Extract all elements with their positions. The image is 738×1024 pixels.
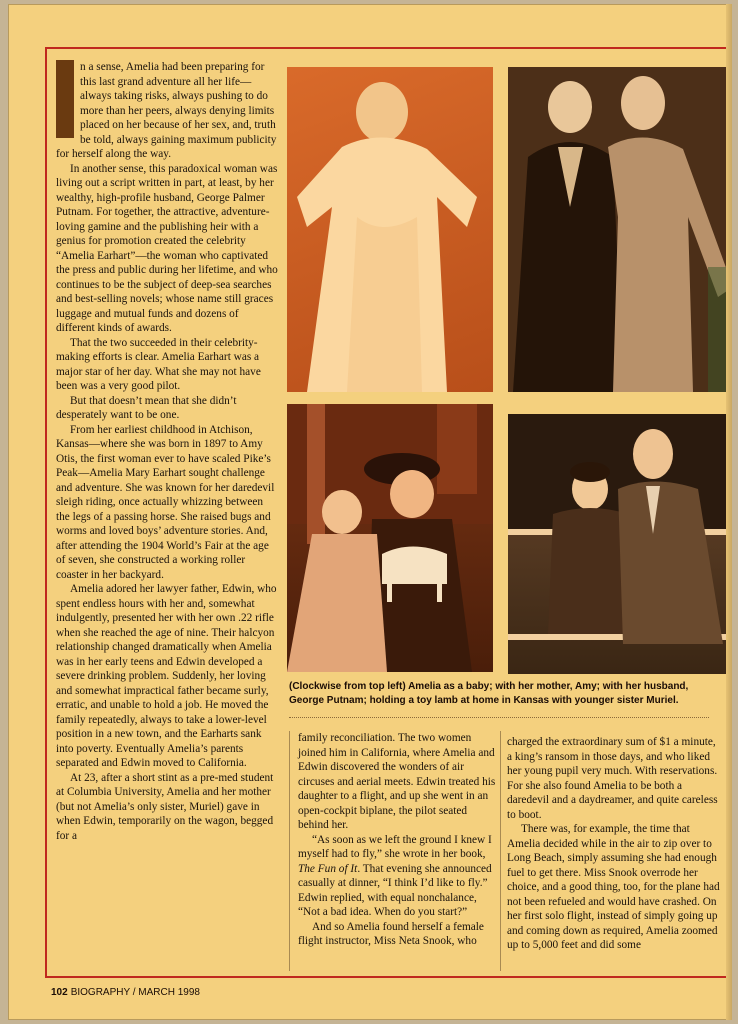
article-paragraph: There was, for example, the time that Amelia decided while in the air to zip over to Long Beach, simply assuming she had enough fuel to get there. Miss Snook overrode her choice, and a good thing, too, for the plane had not been refueled and would have crashed. On her first solo flight, instead of simply going up and coming down as required, Amelia zoomed up to 5,000 feet and did some [507, 823, 720, 951]
paragraph-text: . That evening she announced casually at dinner, “I think I’d like to fly.” Edwin replied, with equal nonchalance, “Not a bad idea. When do you start?” [298, 862, 492, 918]
caption-divider [289, 717, 709, 718]
book-title: The Fun of It [298, 862, 358, 875]
paragraph-text: n a sense, Amelia had been preparing for this last grand adventure all her life—always taking risks, always pushing to do more than her peers, always denying limits placed on her because of her sex, and, truth be told, always gaining maximum publicity for herself along the way. [56, 61, 277, 160]
photo-with-mother-art [508, 67, 732, 392]
article-paragraph: charged the extraordinary sum of $1 a minute, a king’s ransom in those days, and who liked her young pupil very much. With reservations. For she also found Amelia to be both a daredevil and a daydreamer, and quite careless to boot. [507, 736, 718, 821]
article-paragraph [56, 60, 278, 162]
photo-caption: (Clockwise from top left) Amelia as a baby; with her mother, Amy; with her husband, George Putnam; holding a toy lamb at home in Kansas with younger sister Muriel. [289, 681, 689, 706]
article-paragraph: In another sense, this paradoxical woman was living out a script written in part, at least, by her wealthy, high-profile husband, George Palmer Putnam. For together, the attractive, adventure-loving gamine and the publishing heir with a genius for promotion created the celebrity “Amelia Earhart”—the woman who captivated the press and public during her lifetime, and who continues to be the subject of deep-sea searches and best-selling novels; whose name still graces luggage and mutual funds and dozens of different kinds of awards. [56, 162, 278, 334]
article-paragraph: At 23, after a short stint as a pre-med student at Columbia University, Amelia and her mother (but not Amelia’s only sister, Muriel) gave in when Edwin, temporarily on the wagon, begged for a [56, 771, 274, 842]
article-paragraph: Amelia adored her lawyer father, Edwin, who spent endless hours with her and, somewhat indulgently, presented her with her own .22 rifle when she reached the age of nine. Their halcyon relationship changed dramatically when Amelia was in her early teens and Edwin developed a severe drinking problem. Suddenly, her loving and somewhat impractical father became surly, erratic, and unable to hold a job. He moved the family repeatedly, always to take a lower-level position in a new town, and the Earharts sank into poverty. Eventually Amelia’s parents separated and Edwin moved to California. [56, 583, 277, 769]
photo-with-husband-art [508, 414, 732, 674]
photo-with-husband [508, 414, 732, 674]
article-column-1 [56, 60, 278, 843]
column-divider [500, 731, 501, 971]
article-paragraph [298, 833, 498, 920]
photo-baby [287, 67, 493, 392]
photo-with-sister [287, 404, 493, 672]
article-paragraph: family reconciliation. The two women joined him in California, where Amelia and Edwin discovered the wonders of air circuses and aerial meets. Edwin treated his daughter to a flight, and up she went in an open-cockpit biplane, the pilot seated behind her. [298, 732, 496, 831]
bottom-red-rule [45, 976, 732, 978]
article-column-3 [507, 735, 721, 953]
photo-baby-art [287, 67, 493, 392]
article-paragraph: But that doesn’t mean that she didn’t desperately want to be one. [56, 394, 237, 421]
article-paragraph: That the two succeeded in their celebrity-making efforts is clear. Amelia Earhart was a major star of her day. What she may not have been was a very good pilot. [56, 336, 261, 392]
photo-with-sister-art [287, 404, 493, 672]
magazine-page [8, 4, 732, 1020]
left-red-rule [45, 47, 47, 978]
paragraph-text: “As soon as we left the ground I knew I myself had to fly,” she wrote in her book, [298, 833, 492, 860]
issue-label: BIOGRAPHY / MARCH 1998 [70, 987, 200, 998]
photo-with-mother [508, 67, 732, 392]
article-column-2 [298, 731, 498, 949]
column-divider [289, 731, 290, 971]
page-number: 102 [51, 987, 68, 998]
article-paragraph: And so Amelia found herself a female flight instructor, Miss Neta Snook, who [298, 920, 484, 947]
drop-cap [56, 60, 74, 138]
page-folio [51, 987, 200, 998]
top-red-rule [45, 47, 732, 49]
article-paragraph: From her earliest childhood in Atchison, Kansas—where she was born in 1897 to Amy Otis, the first woman ever to have scaled Pike’s Peak—Amelia Mary Earhart sought challenge and adventure. She was known for her daredevil sleigh riding, once actually whizzing between the legs of a passing horse. She raised bugs and worms and loved boys’ adventure stories. And, after attending the 1904 World’s Fair at the age of seven, she constructed a working roller coaster in her backyard. [56, 423, 275, 581]
